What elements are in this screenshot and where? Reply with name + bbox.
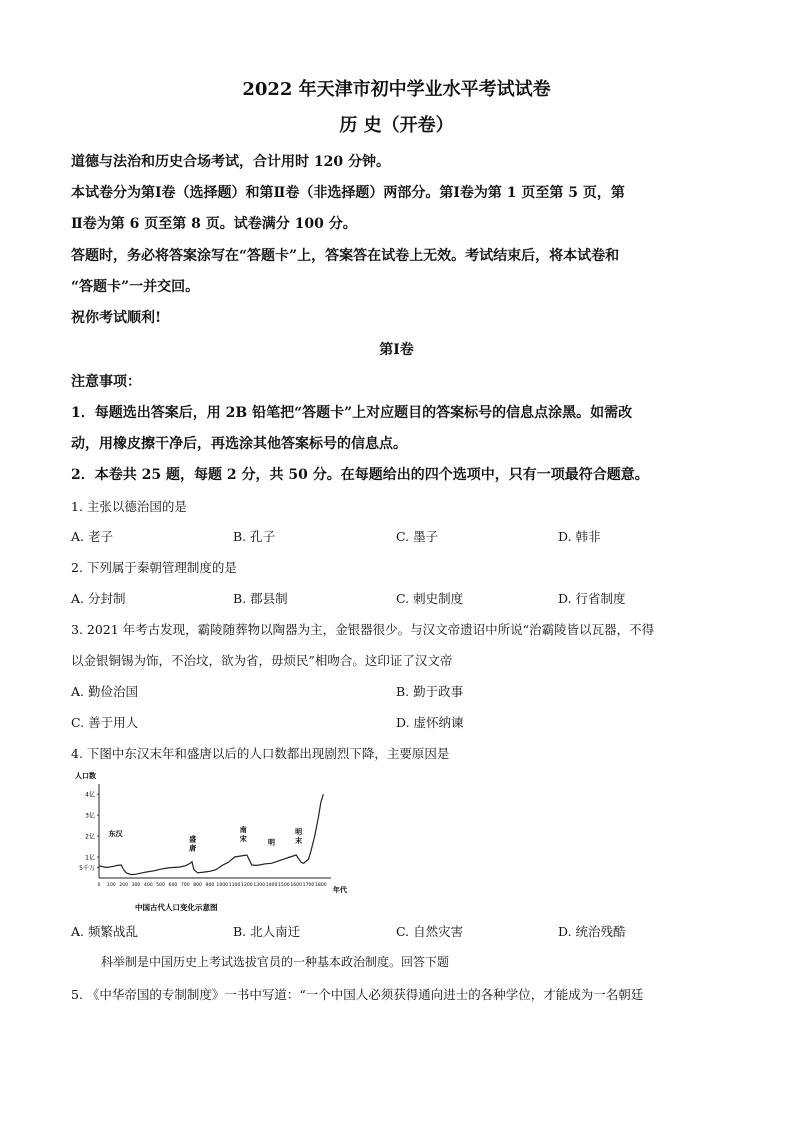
chart-x-tick-label: 100	[106, 883, 116, 888]
option-b: B. 勤于政事	[396, 684, 464, 699]
option-c: C. 善于用人	[71, 715, 139, 730]
chart-x-tick-label: 1500	[278, 883, 290, 888]
question-stem: 4. 下图中东汉末年和盛唐以后的人口数都出现剧烈下降，主要原因是	[71, 746, 450, 761]
chart-annotation: 南	[239, 825, 247, 834]
chart-annotation: 明	[268, 838, 276, 847]
option-a: A. 勤俭治国	[71, 684, 138, 699]
intro-line: 道德与法治和历史合场考试，合计用时 120 分钟。	[71, 154, 390, 170]
question-stem: 5. 《中华帝国的专制制度》一书中写道：“一个中国人必须获得通向进士的各种学位，才能成为一名朝廷	[71, 987, 644, 1002]
chart-x-tick-label: 700	[180, 883, 190, 888]
option-a: A. 分封制	[71, 591, 126, 606]
chart-annotation: 末	[295, 837, 303, 845]
chart-x-tick-label: 800	[193, 883, 202, 888]
intro-line: 祝你考试顺利!	[71, 310, 162, 326]
option-d: D. 统治残酷	[558, 924, 626, 939]
chart-x-tick-label: 1700	[302, 883, 315, 888]
chart-x-tick-label: 900	[205, 883, 215, 888]
option-d: D. 韩非	[558, 529, 601, 544]
chart-y-tick-label: 4亿	[85, 791, 95, 799]
chart-xlabel: 年代	[333, 886, 347, 894]
note-line: 2．本卷共 25 题，每题 2 分，共 50 分。在每题给出的四个选项中，只有一项最符合题意。	[71, 467, 649, 483]
chart-x-tick-label: 1800	[314, 883, 327, 888]
option-b: B. 孔子	[233, 529, 276, 544]
section-heading: 第Ⅰ卷	[379, 342, 414, 358]
chart-x-tick-label: 200	[119, 883, 129, 888]
option-c: C. 刺史制度	[396, 591, 464, 606]
population-series-line	[99, 794, 323, 874]
chart-x-tick-label: 1600	[290, 883, 303, 888]
chart-ylabel: 人口数	[75, 772, 96, 780]
chart-y-tick-label: 2亿	[85, 833, 95, 841]
option-b: B. 郡县制	[233, 591, 288, 606]
population-chart	[71, 768, 361, 916]
option-a: A. 频繁战乱	[71, 924, 138, 939]
chart-y-tick-label: 1亿	[85, 854, 95, 862]
note-line: 1．每题选出答案后，用 2B 铅笔把“答题卡”上对应题目的答案标号的信息点涂黑。如需改	[71, 405, 633, 421]
chart-annotation: 明	[295, 828, 303, 836]
chart-x-tick-label: 1100	[228, 883, 241, 888]
option-a: A. 老子	[71, 529, 113, 544]
chart-x-tick-label: 1400	[265, 883, 278, 888]
question-stem: 3. 2021 年考古发现，霸陵随葬物以陶器为主，金银器很少。与汉文帝遗诏中所说“治霸陵皆以瓦器，不得	[71, 622, 655, 637]
chart-annotation: 唐	[189, 844, 197, 853]
chart-y-tick-label: 5千万	[79, 865, 95, 873]
question-stem: 2. 下列属于秦朝管理制度的是	[71, 560, 237, 575]
chart-annotation: 盛	[189, 835, 197, 844]
option-c: C. 自然灾害	[396, 924, 464, 939]
chart-annotation: 宋	[239, 834, 247, 843]
question-stem-cont: 以金银铜锡为饰，不治坟，欲为省，毋烦民”相吻合。这印证了汉文帝	[71, 653, 453, 668]
exam-subject: 历 史（开卷）	[339, 115, 454, 136]
chart-x-tick-label: 1200	[241, 883, 253, 888]
question-stem: 1. 主张以德治国的是	[71, 499, 187, 514]
note-line: 动，用橡皮擦干净后，再选涂其他答案标号的信息点。	[71, 436, 407, 452]
chart-x-tick-label: 300	[131, 883, 141, 888]
option-b: B. 北人南迁	[233, 924, 301, 939]
chart-x-tick-label: 500	[156, 883, 166, 888]
intro-line: 答题时，务必将答案涂写在“答题卡”上，答案答在试卷上无效。考试结束后，将本试卷和	[71, 248, 620, 264]
chart-x-tick-label: 1300	[253, 883, 266, 888]
material-intro: 科举制是中国历史上考试选拔官员的一种基本政治制度。回答下题	[101, 955, 450, 969]
intro-line: “答题卡”一并交回。	[71, 279, 200, 295]
chart-x-tick-label: 600	[168, 883, 178, 888]
option-d: D. 行省制度	[558, 591, 626, 606]
intro-line: 本试卷分为第Ⅰ卷（选择题）和第Ⅱ卷（非选择题）两部分。第Ⅰ卷为第 1 页至第 5 页，第	[71, 185, 625, 201]
option-c: C. 墨子	[396, 529, 439, 544]
notes-title: 注意事项：	[71, 374, 141, 390]
exam-title: 2022 年天津市初中学业水平考试试卷	[242, 79, 551, 100]
chart-title: 中国古代人口变化示意图	[135, 903, 218, 912]
chart-annotation: 东汉	[108, 830, 123, 839]
chart-y-tick-label: 3亿	[85, 812, 95, 820]
intro-line: Ⅱ卷为第 6 页至第 8 页。试卷满分 100 分。	[71, 216, 357, 232]
chart-x-tick-label: 400	[143, 883, 153, 888]
chart-x-tick-label: 0	[97, 883, 101, 888]
chart-x-tick-label: 1000	[216, 883, 229, 888]
option-d: D. 虚怀纳谏	[396, 715, 464, 730]
